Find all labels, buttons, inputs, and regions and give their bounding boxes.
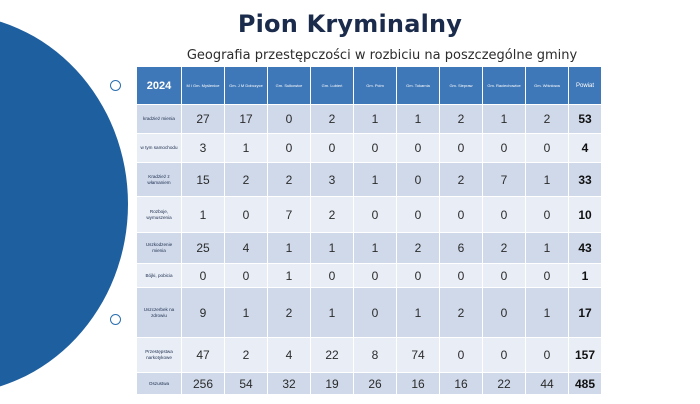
table-cell: 0 (440, 264, 483, 288)
row-label: kradzież mienia (137, 105, 182, 134)
table-cell: 0 (397, 163, 440, 197)
column-header: Gm. J M Dobczyce (225, 67, 268, 105)
table-cell: 1 (268, 233, 311, 264)
row-label: Oszustwa (137, 373, 182, 395)
table-cell: 3 (311, 163, 354, 197)
column-header: Gm. Wiśniowa (526, 67, 569, 105)
table-cell: 0 (225, 264, 268, 288)
row-label: w tym samochodu (137, 134, 182, 163)
column-header: Gm. Lubień (311, 67, 354, 105)
table-cell: 0 (354, 288, 397, 338)
table-cell: 26 (354, 373, 397, 395)
row-total-cell: 53 (569, 105, 602, 134)
column-header: Gm. Tokarnia (397, 67, 440, 105)
table-cell: 1 (354, 163, 397, 197)
row-total-cell: 485 (569, 373, 602, 395)
table-cell: 0 (268, 134, 311, 163)
table-cell: 1 (311, 233, 354, 264)
row-total-cell: 43 (569, 233, 602, 264)
table-cell: 19 (311, 373, 354, 395)
table-cell: 0 (526, 264, 569, 288)
table-cell: 2 (311, 105, 354, 134)
table-cell: 1 (526, 163, 569, 197)
table-cell: 4 (225, 233, 268, 264)
table-cell: 0 (483, 134, 526, 163)
table-cell: 0 (483, 264, 526, 288)
column-header: Gm. Pcim (354, 67, 397, 105)
table-cell: 2 (440, 163, 483, 197)
row-total-cell: 1 (569, 264, 602, 288)
table-cell: 6 (440, 233, 483, 264)
table-cell: 1 (526, 233, 569, 264)
table-cell: 4 (268, 338, 311, 373)
table-cell: 7 (483, 163, 526, 197)
table-cell: 0 (440, 134, 483, 163)
table-cell: 1 (354, 233, 397, 264)
table-cell: 0 (483, 197, 526, 233)
table-cell: 1 (268, 264, 311, 288)
table-cell: 32 (268, 373, 311, 395)
table-cell: 1 (397, 288, 440, 338)
row-label: Bójki, pobicia (137, 264, 182, 288)
table-cell: 0 (397, 264, 440, 288)
table-cell: 9 (182, 288, 225, 338)
column-header: Gm. Sułkowice (268, 67, 311, 105)
table-cell: 1 (483, 105, 526, 134)
table-cell: 0 (397, 197, 440, 233)
table-cell: 17 (225, 105, 268, 134)
table-cell: 1 (225, 288, 268, 338)
table-cell: 0 (526, 134, 569, 163)
table-row (137, 163, 602, 197)
row-label: Uszkodzenie mienia (137, 233, 182, 264)
table-cell: 2 (440, 105, 483, 134)
table-cell: 16 (440, 373, 483, 395)
decorative-circle (0, 14, 128, 394)
table-cell: 2 (397, 233, 440, 264)
row-label: Przestępstwa narkotykowe (137, 338, 182, 373)
table-cell: 0 (483, 288, 526, 338)
table-cell: 0 (354, 134, 397, 163)
table-cell: 47 (182, 338, 225, 373)
table-cell: 27 (182, 105, 225, 134)
table-cell: 3 (182, 134, 225, 163)
table-row (137, 288, 602, 338)
row-total-cell: 17 (569, 288, 602, 338)
table-cell: 256 (182, 373, 225, 395)
table-cell: 0 (440, 338, 483, 373)
table-cell: 25 (182, 233, 225, 264)
table-row (137, 197, 602, 233)
row-total-cell: 33 (569, 163, 602, 197)
table-cell: 2 (311, 197, 354, 233)
table-cell: 2 (268, 288, 311, 338)
row-total-cell: 157 (569, 338, 602, 373)
ring-marker (110, 314, 121, 325)
table-row (137, 338, 602, 373)
table-cell: 2 (440, 288, 483, 338)
table-cell: 22 (483, 373, 526, 395)
table-cell: 2 (225, 338, 268, 373)
column-header: Gm. Raciechowice (483, 67, 526, 105)
table-row (137, 264, 602, 288)
table-row (137, 233, 602, 264)
table-cell: 1 (182, 197, 225, 233)
table-cell: 2 (268, 163, 311, 197)
table-cell: 0 (311, 264, 354, 288)
page-subtitle: Geografia przestępczości w rozbiciu na poszczególne gminy (186, 48, 578, 63)
table-cell: 0 (354, 197, 397, 233)
table-cell: 0 (397, 134, 440, 163)
table-header-row (137, 67, 602, 105)
table-cell: 22 (311, 338, 354, 373)
table-cell: 0 (268, 105, 311, 134)
table-cell: 8 (354, 338, 397, 373)
table-cell: 7 (268, 197, 311, 233)
table-cell: 0 (311, 134, 354, 163)
table-cell: 44 (526, 373, 569, 395)
table-cell: 0 (354, 264, 397, 288)
table-cell: 0 (182, 264, 225, 288)
crime-statistics-table (136, 66, 602, 395)
table-cell: 54 (225, 373, 268, 395)
table-cell: 2 (225, 163, 268, 197)
row-total-cell: 4 (569, 134, 602, 163)
table-cell: 74 (397, 338, 440, 373)
table-cell: 0 (526, 338, 569, 373)
table-row (137, 134, 602, 163)
ring-marker (110, 80, 121, 91)
table-row (137, 373, 602, 395)
row-label: Rozboje, wymuszenia (137, 197, 182, 233)
row-total-cell: 10 (569, 197, 602, 233)
row-label: Kradzież z włamaniem (137, 163, 182, 197)
table-cell: 2 (526, 105, 569, 134)
table-cell: 0 (526, 197, 569, 233)
table-cell: 0 (225, 197, 268, 233)
table-row (137, 105, 602, 134)
column-header: Gm. Siepraw (440, 67, 483, 105)
table-cell: 1 (225, 134, 268, 163)
table-cell: 2 (483, 233, 526, 264)
table-cell: 1 (526, 288, 569, 338)
table-cell: 1 (354, 105, 397, 134)
table-cell: 0 (440, 197, 483, 233)
total-column-header: Powiat (569, 67, 602, 105)
table-cell: 15 (182, 163, 225, 197)
page-title: Pion Kryminalny (237, 10, 463, 38)
year-header: 2024 (137, 67, 182, 105)
table-cell: 1 (311, 288, 354, 338)
table-cell: 0 (483, 338, 526, 373)
table-cell: 1 (397, 105, 440, 134)
row-label: Uszczerbek na zdrowiu (137, 288, 182, 338)
table-cell: 16 (397, 373, 440, 395)
column-header: M i Gm. Myślenice (182, 67, 225, 105)
